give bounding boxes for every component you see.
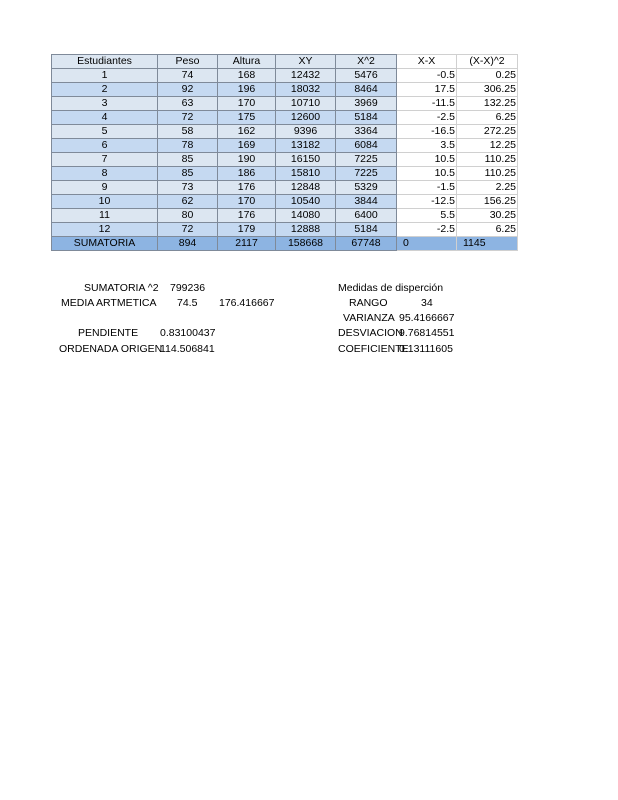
table-cell: 170	[218, 97, 276, 111]
table-row	[52, 153, 518, 167]
table-row	[52, 167, 518, 181]
table-cell: 176	[218, 181, 276, 195]
table-cell: 12.25	[457, 139, 518, 153]
table-cell: 18032	[276, 83, 336, 97]
table-cell: 306.25	[457, 83, 518, 97]
table-row	[52, 181, 518, 195]
total-cell: 2117	[218, 237, 276, 251]
rango-value: 34	[421, 297, 433, 309]
table-cell: 11	[52, 209, 158, 223]
rango-label: RANGO	[349, 297, 388, 309]
table-cell: 5184	[336, 223, 397, 237]
pendiente-label: PENDIENTE	[78, 327, 139, 339]
table-cell: 7	[52, 153, 158, 167]
table-cell: 10.5	[397, 167, 457, 181]
table-cell: 10.5	[397, 153, 457, 167]
media-peso: 74.5	[177, 297, 198, 309]
table-cell: 170	[218, 195, 276, 209]
table-cell: 3969	[336, 97, 397, 111]
column-header: XY	[276, 55, 336, 69]
column-header: Estudiantes	[52, 55, 158, 69]
column-header: (X-X)^2	[457, 55, 518, 69]
table-cell: 162	[218, 125, 276, 139]
table-cell: 58	[158, 125, 218, 139]
table-cell: 179	[218, 223, 276, 237]
pendiente-value: 0.83100437	[160, 327, 216, 339]
table-cell: 10710	[276, 97, 336, 111]
table-cell: 132.25	[457, 97, 518, 111]
table-cell: 14080	[276, 209, 336, 223]
table-row	[52, 83, 518, 97]
table-cell: 7225	[336, 153, 397, 167]
total-cell: 158668	[276, 237, 336, 251]
total-cell: SUMATORIA	[52, 237, 158, 251]
table-cell: 190	[218, 153, 276, 167]
table-cell: 9396	[276, 125, 336, 139]
table-cell: 12848	[276, 181, 336, 195]
table-cell: 5476	[336, 69, 397, 83]
table-cell: 8464	[336, 83, 397, 97]
table-cell: 272.25	[457, 125, 518, 139]
table-cell: 6400	[336, 209, 397, 223]
table-cell: 2	[52, 83, 158, 97]
table-cell: 12600	[276, 111, 336, 125]
column-header: X^2	[336, 55, 397, 69]
table-cell: 6.25	[457, 111, 518, 125]
table-cell: -2.5	[397, 111, 457, 125]
table-cell: 5184	[336, 111, 397, 125]
table-cell: 72	[158, 111, 218, 125]
header-row	[52, 55, 518, 69]
table-row	[52, 97, 518, 111]
table-row	[52, 125, 518, 139]
totals-row	[52, 237, 518, 251]
media-label: MEDIA ARTMETICA	[61, 297, 157, 309]
table-cell: 85	[158, 167, 218, 181]
table-cell: 6.25	[457, 223, 518, 237]
table-cell: 63	[158, 97, 218, 111]
total-cell: 894	[158, 237, 218, 251]
table-cell: 5329	[336, 181, 397, 195]
table-row	[52, 223, 518, 237]
table-cell: 2.25	[457, 181, 518, 195]
table-cell: 0.25	[457, 69, 518, 83]
table-cell: 85	[158, 153, 218, 167]
table-cell: 15810	[276, 167, 336, 181]
sum-sq-label: SUMATORIA ^2	[84, 282, 159, 294]
table-cell: 175	[218, 111, 276, 125]
table-cell: 72	[158, 223, 218, 237]
table-cell: 5.5	[397, 209, 457, 223]
table-cell: 3364	[336, 125, 397, 139]
table-row	[52, 139, 518, 153]
column-header: Altura	[218, 55, 276, 69]
coeficiente-label: COEFICIENTE	[338, 343, 409, 355]
table-cell: 1	[52, 69, 158, 83]
total-cell: 67748	[336, 237, 397, 251]
table-cell: 16150	[276, 153, 336, 167]
dispersion-title: Medidas de disperción	[338, 282, 444, 294]
desviacion-label: DESVIACION	[338, 327, 403, 339]
desviacion-value: 9.76814551	[399, 327, 455, 339]
table-cell: 110.25	[457, 167, 518, 181]
table-cell: 7225	[336, 167, 397, 181]
varianza-label: VARIANZA	[343, 312, 395, 324]
varianza-value: 95.4166667	[399, 312, 455, 324]
table-cell: 3.5	[397, 139, 457, 153]
column-header: Peso	[158, 55, 218, 69]
ordenada-label: ORDENADA ORIGEN	[59, 343, 163, 355]
table-cell: 169	[218, 139, 276, 153]
table-cell: 8	[52, 167, 158, 181]
table-cell: 4	[52, 111, 158, 125]
table-row	[52, 209, 518, 223]
table-row	[52, 195, 518, 209]
column-header: X-X	[397, 55, 457, 69]
table-cell: 186	[218, 167, 276, 181]
table-cell: 78	[158, 139, 218, 153]
table-cell: 13182	[276, 139, 336, 153]
table-cell: 3	[52, 97, 158, 111]
table-row	[52, 111, 518, 125]
table-cell: 156.25	[457, 195, 518, 209]
table-cell: -12.5	[397, 195, 457, 209]
table-cell: 176	[218, 209, 276, 223]
table-cell: -16.5	[397, 125, 457, 139]
table-cell: 5	[52, 125, 158, 139]
table-cell: 196	[218, 83, 276, 97]
table-cell: 74	[158, 69, 218, 83]
table-cell: 12888	[276, 223, 336, 237]
table-cell: 30.25	[457, 209, 518, 223]
total-cell: 1145	[457, 237, 518, 251]
table-cell: 80	[158, 209, 218, 223]
table-cell: -11.5	[397, 97, 457, 111]
media-altura: 176.416667	[219, 297, 275, 309]
ordenada-value: 114.506841	[160, 343, 215, 355]
table-cell: -0.5	[397, 69, 457, 83]
table-cell: 62	[158, 195, 218, 209]
data-table	[51, 54, 518, 251]
spreadsheet	[51, 54, 518, 251]
table-cell: 10540	[276, 195, 336, 209]
table-cell: 6	[52, 139, 158, 153]
sum-sq-value: 799236	[170, 282, 206, 294]
table-cell: 12432	[276, 69, 336, 83]
table-cell: 168	[218, 69, 276, 83]
table-cell: 10	[52, 195, 158, 209]
table-cell: 12	[52, 223, 158, 237]
table-cell: 73	[158, 181, 218, 195]
table-cell: 9	[52, 181, 158, 195]
table-cell: 17.5	[397, 83, 457, 97]
table-cell: 110.25	[457, 153, 518, 167]
table-cell: 92	[158, 83, 218, 97]
table-row	[52, 69, 518, 83]
coeficiente-value: 0.13111605	[399, 343, 453, 355]
total-cell: 0	[397, 237, 457, 251]
table-cell: -1.5	[397, 181, 457, 195]
table-cell: 3844	[336, 195, 397, 209]
table-cell: -2.5	[397, 223, 457, 237]
table-cell: 6084	[336, 139, 397, 153]
